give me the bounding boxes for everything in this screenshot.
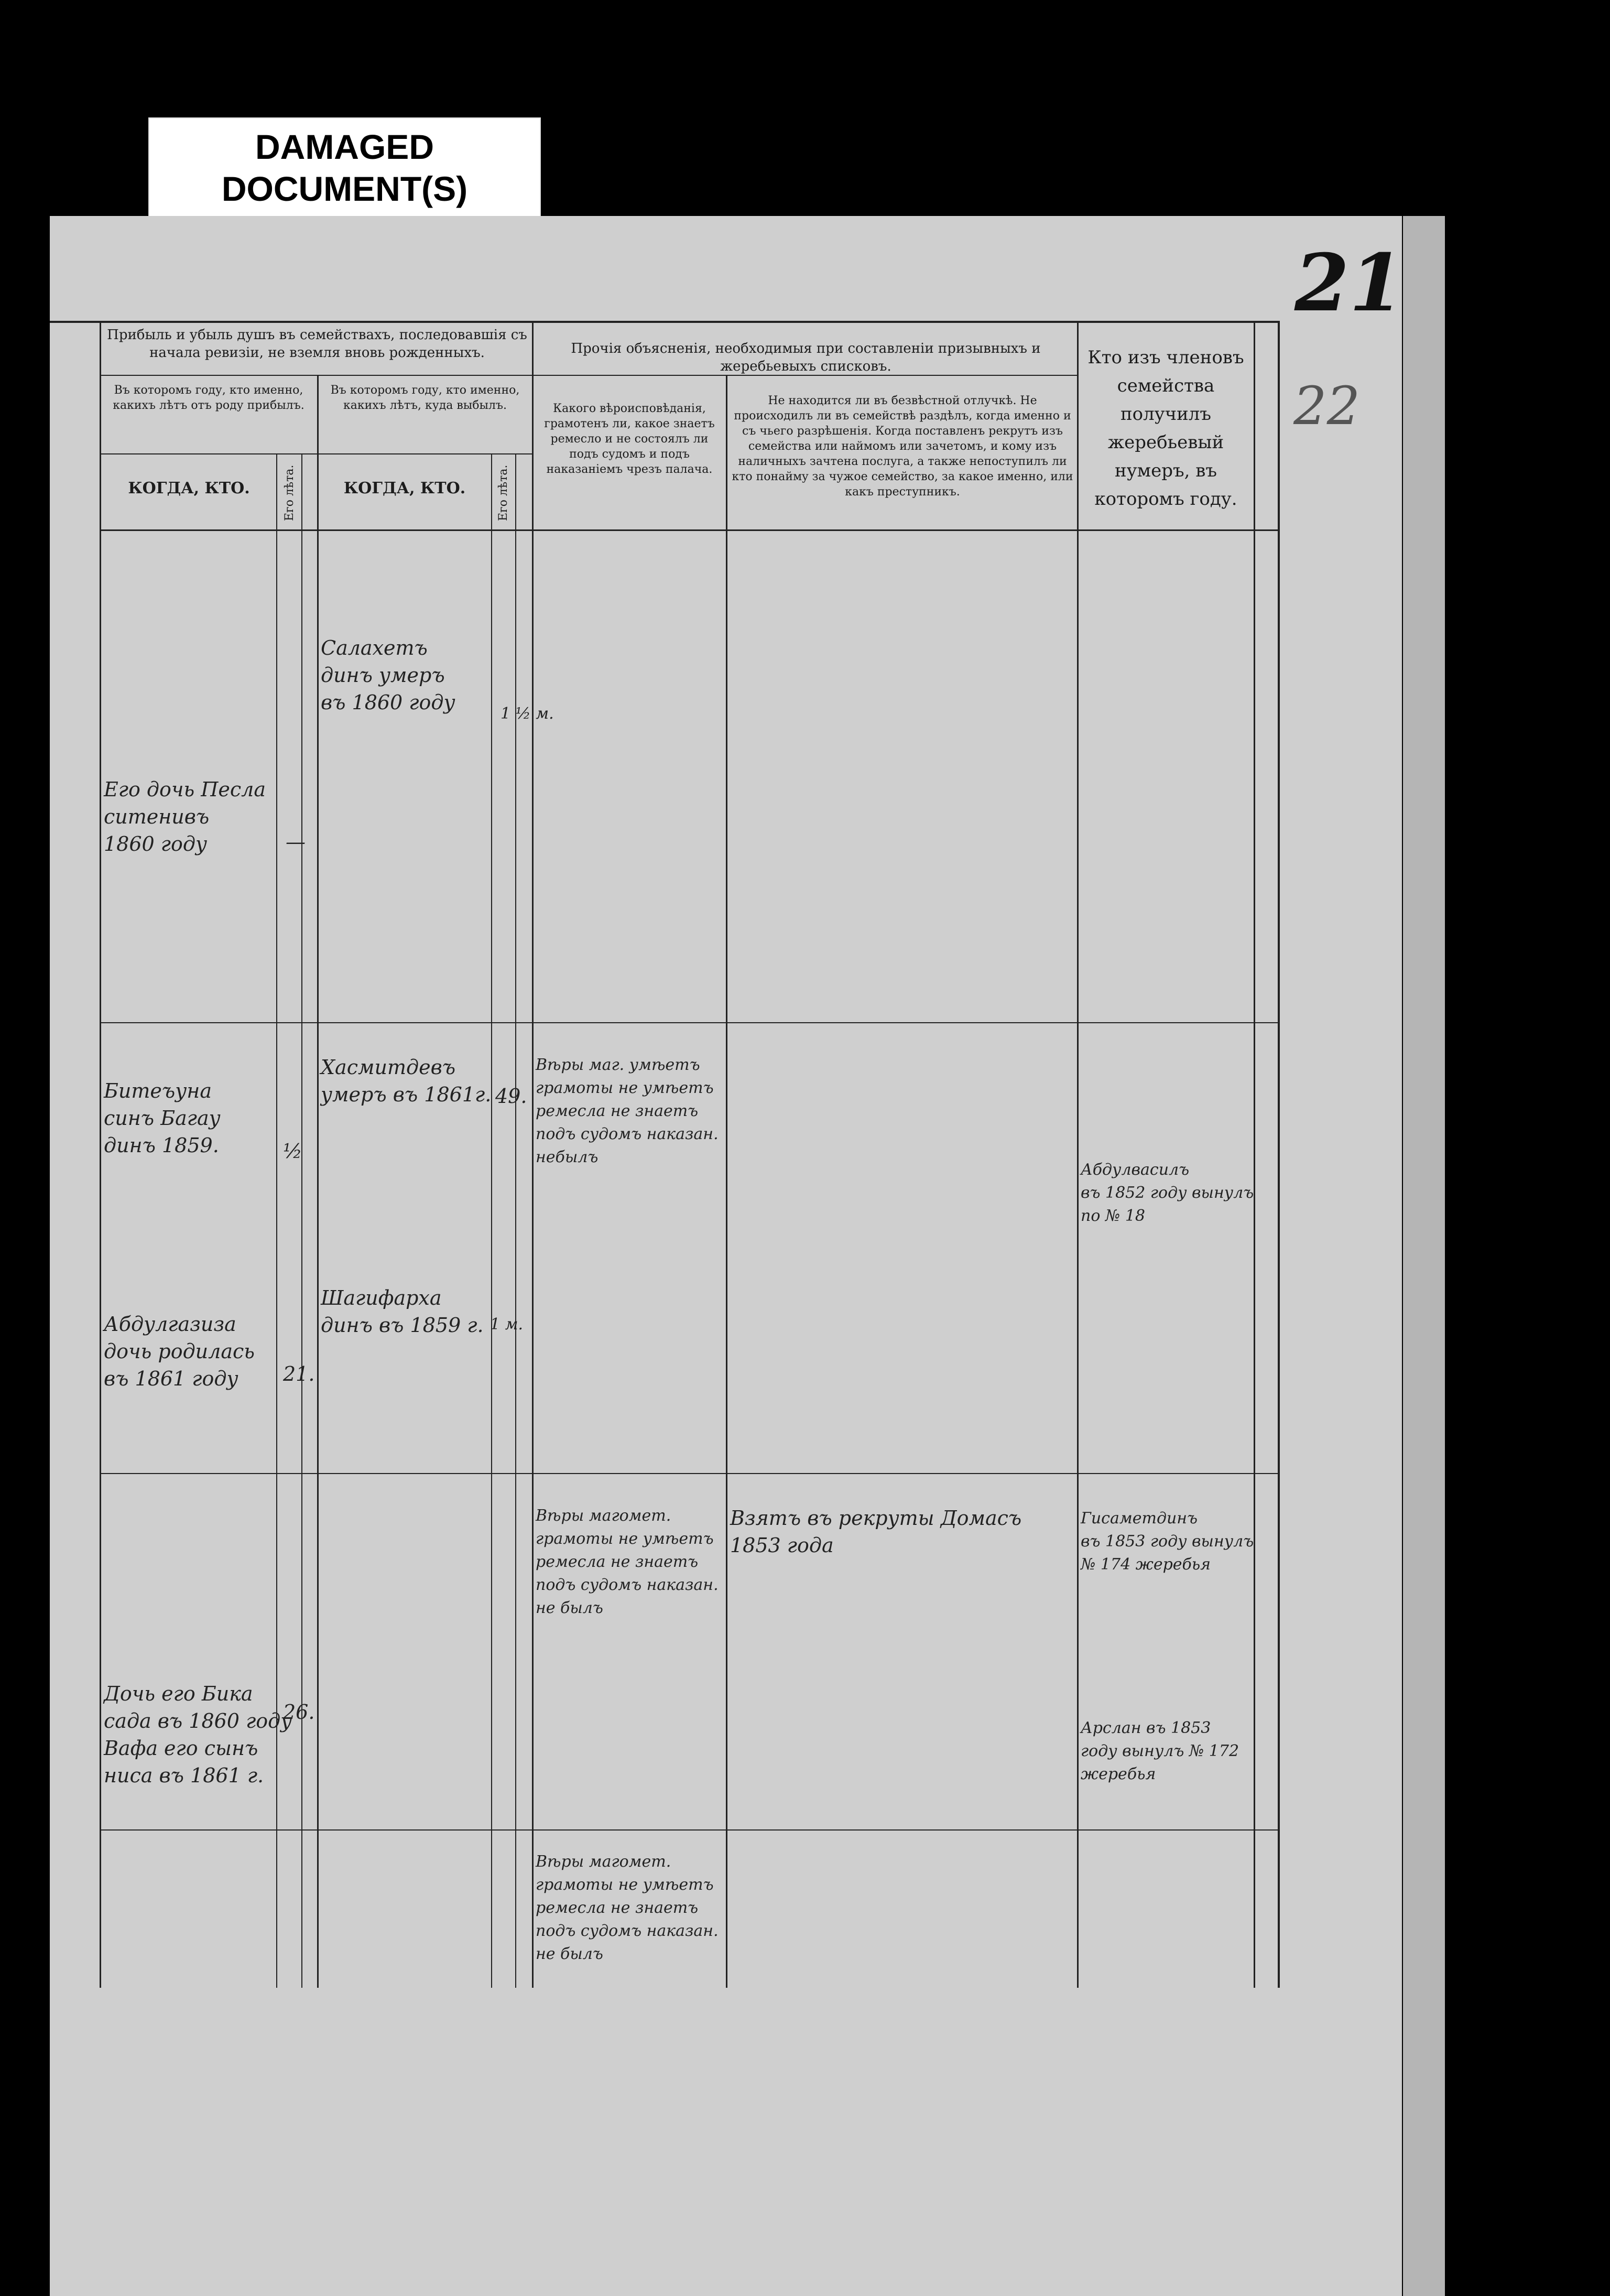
header-other-explanations: Прочiя объясненiя, необходимыя при составленiи призывныхъ и жеребьевыхъ списковъ. — [571, 341, 1041, 374]
damaged-document-label — [148, 117, 541, 218]
col-age-departed: Его лѣта. — [497, 464, 510, 521]
r3-arrived: Дочь его Бика сада въ 1860 году Вафа его сынъ ниса въ 1861 г. — [104, 1682, 292, 1787]
page-number-light: 22 — [1293, 375, 1361, 437]
r2-departed: Хасмитдевъ умеръ въ 1861г. — [321, 1056, 492, 1106]
r1-arrived: Его дочь Песла ситенивъ 1860 году — [104, 778, 266, 855]
r2-religion: Вѣры маг. умѣетъ грамоты не умѣетъ ремесла не знаетъ подъ судомъ наказан. небылъ — [536, 1056, 719, 1166]
r1-arrived-age: — — [286, 830, 306, 853]
r3-religion: Вѣры магомет. грамоты не умѣетъ ремесла не знаетъ подъ судомъ наказан. не былъ — [536, 1507, 719, 1617]
col-absence-recruits: Не находится ли въ безвѣстной отлучкѣ. Не происходилъ ли въ семействѣ раздѣлъ, когда именно и съ чьего разрѣшенiя. Когда поставленъ рекрутъ изъ семейства или наймомъ или зачетомъ, и кому изъ наличныхъ зачтена послуга, а также непоступилъ ли кто понаймy за чужое семейство, за какое именно, или какъ преступникъ. — [732, 394, 1073, 499]
col-age-arrived: Его лѣта. — [283, 464, 296, 521]
r1-departed: Салахетъ динъ умеръ въ 1860 году — [321, 636, 455, 714]
r3-absent: Взятъ въ рекруты Домасъ 1853 года — [730, 1507, 1022, 1557]
page-number-bold: 21 — [1294, 237, 1404, 329]
r3-lot-second: Арслан въ 1853 году вынулъ № 172 жеребья — [1081, 1719, 1239, 1783]
header-arrived: Въ которомъ году, кто именно, какихъ лѣтъ отъ роду прибылъ. — [113, 384, 304, 412]
r3-arrived-age: 26. — [283, 1701, 315, 1724]
col-when-who-arrived: КОГДА, КТО. — [128, 479, 250, 497]
r2-arrived-age: ½ — [283, 1140, 302, 1163]
r2-departed-age: 49. — [495, 1085, 527, 1108]
r4-religion: Вѣры магомет. грамоты не умѣетъ ремесла не знаетъ подъ судомъ наказан. не былъ — [536, 1853, 719, 1963]
r2-arrived: Битеъуна синъ Багау динъ 1859. — [104, 1079, 221, 1157]
col-when-who-departed: КОГДА, КТО. — [343, 479, 466, 497]
r2-lot: Абдулвасилъ въ 1852 году вынулъ по № 18 — [1081, 1161, 1254, 1225]
col-religion-literacy: Какого вѣроисповѣданiя, грамотенъ ли, какое знаетъ ремесло и не состоялъ ли подъ судомъ и подъ наказанiемъ чрезъ палача. — [544, 402, 715, 476]
r1-departed-age: 1 ½ м. — [501, 705, 554, 723]
header-arrivals-departures: Прибыль и убыль душъ въ семействахъ, последовавшiя съ начала ревизiи, не вземля вновь рожденныхъ. — [107, 327, 527, 361]
r2b-departed: Шагифарха динъ въ 1859 г. — [321, 1286, 484, 1337]
r2b-departed-age: 1 м. — [490, 1315, 524, 1334]
header-departed: Въ которомъ году, кто именно, какихъ лѣтъ, куда выбылъ. — [330, 384, 520, 412]
label-line-1: DAMAGED — [255, 127, 434, 166]
label-line-2: DOCUMENT(S) — [221, 169, 468, 208]
r2b-arrived: Абдулгазиза дочь родилась въ 1861 году — [104, 1313, 255, 1390]
col-lot-number: Кто изъ членовъ семейства получилъ жеребьевый нумеръ, въ которомъ году. — [1087, 347, 1244, 510]
r2b-arrived-age: 21. — [283, 1362, 315, 1385]
r3-lot: Гисаметдинъ въ 1853 году вынулъ № 174 жеребья — [1081, 1509, 1254, 1574]
page-edge — [1403, 216, 1445, 2296]
